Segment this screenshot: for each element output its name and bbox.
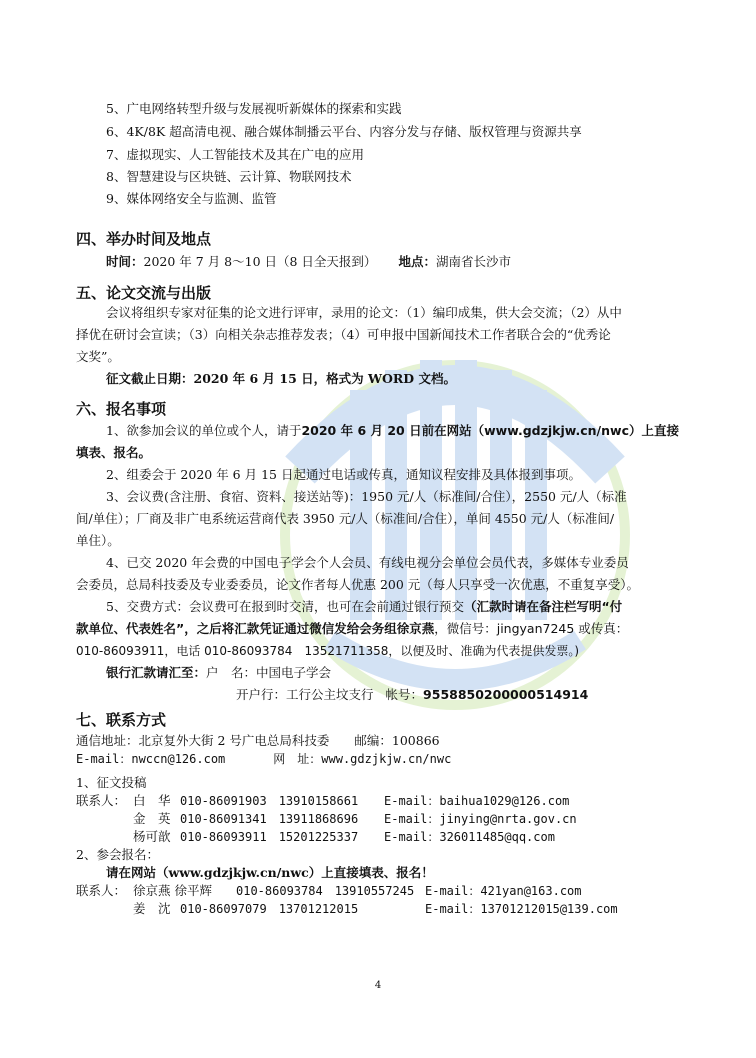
- contact-phone: 010-86093784 13910557245: [236, 884, 415, 898]
- contact-row: 联系人：: [76, 793, 127, 808]
- contact-name: 徐京燕 徐平辉: [133, 883, 212, 898]
- bank-branch-line: 开户行：工行公主坟支行 帐号：9558850200000514914: [236, 687, 589, 702]
- paper-paragraph-line: 文奖”。: [76, 349, 120, 364]
- deadline-notice: 征文截止日期：2020 年 6 月 15 日，格式为 WORD 文档。: [106, 371, 457, 386]
- registration-subheading: 2、参会报名：: [76, 847, 159, 862]
- topic-item: 9、媒体网络安全与监测、监管: [106, 191, 277, 206]
- contact-email: E-mail：jinying@nrta.gov.cn: [384, 812, 577, 826]
- page-number: 4: [374, 980, 382, 991]
- topic-item: 7、虚拟现实、人工智能技术及其在广电的应用: [106, 147, 364, 162]
- topic-item: 6、4K/8K 超高清电视、融合媒体制播云平台、内容分发与存储、版权管理与资源共享: [106, 124, 582, 139]
- contact-phone: 010-86091341 13911868696: [180, 812, 359, 826]
- section7-heading: 七、联系方式: [76, 711, 167, 729]
- paper-paragraph-line: 择优在研讨会宣读；（3）向相关杂志推荐发表；（4）可申报中国新闻技术工作者联合会的“优秀论: [76, 327, 611, 342]
- section4-heading: 四、举办时间及地点: [76, 230, 212, 248]
- contact-phone: 010-86091903 13910158661: [180, 794, 359, 808]
- bank-branch: 工行公主坟支行: [286, 687, 374, 702]
- contact-name: 金 英: [133, 811, 171, 826]
- reg-item-3-cont: 单住）。: [76, 533, 120, 548]
- reg-item-4-cont: 会委员，总局科技委及专业委委员，论文作者每人优惠 200 元（每人只享受一次优惠，不重复享受）。: [76, 577, 640, 592]
- contact-name: 杨可歆: [133, 829, 171, 844]
- contact-phone: 010-86093911 15201225337: [180, 830, 359, 844]
- time-label: 时间：: [106, 254, 144, 269]
- topic-item: 5、广电网络转型升级与发展视听新媒体的探索和实践: [106, 101, 402, 116]
- topic-item: 8、智慧建设与区块链、云计算、物联网技术: [106, 169, 352, 184]
- reg-item-4: 4、已交 2020 年会费的中国电子学会个人会员、有线电视分会单位会员代表，多媒体专业委员: [106, 555, 629, 570]
- reg-item-3-cont: 间/单住）；厂商及非广电系统运营商代表 3950 元/人（标准间/合住），单间 4550 元/人（标准间/: [76, 511, 615, 526]
- contact-email: E-mail：421yan@163.com: [425, 884, 582, 898]
- reg-item-5-cont: 款单位、代表姓名”，之后将汇款凭证通过微信发给会务组徐京燕，微信号：jingyan7245 或传真：: [76, 621, 629, 636]
- time-value: 2020 年 7 月 8～10 日（8 日全天报到）: [143, 254, 377, 269]
- contact-name: 白 华: [133, 793, 171, 808]
- place-value: 湖南省长沙市: [435, 254, 511, 269]
- paper-paragraph-line: 会议将组织专家对征集的论文进行评审，录用的论文：（1）编印成集，供大会交流；（2）从中: [106, 305, 622, 320]
- bank-name-line: 银行汇款请汇至：户 名：中国电子学会: [106, 665, 332, 680]
- section5-heading: 五、论文交流与出版: [76, 284, 212, 302]
- reg-item-5-contact: 010-86093911，电话 010-86093784 13521711358，以便及时、准确为代表提供发票。): [76, 644, 580, 658]
- contact-name: 姜 沈: [133, 901, 171, 916]
- mailing-address: 通信地址：北京复外大街 2 号广电总局科技委 邮编：100866: [76, 733, 440, 748]
- registration-note: 请在网站（www.gdzjkjw.cn/nwc）上直接填表、报名！: [106, 865, 434, 880]
- reg-item-1: 1、欲参加会议的单位或个人，请于2020 年 6 月 20 日前在网站（www.gdzjkjw.cn/nwc）上直接: [106, 423, 679, 438]
- contact-email: E-mail：326011485@qq.com: [384, 830, 555, 844]
- reg-item-5: 5、交费方式：会议费可在报到时交清，也可在会前通过银行预交（汇款时请在备注栏写明“付: [106, 599, 623, 614]
- reg-item-1-cont: 填表、报名。: [76, 445, 152, 460]
- time-place-line: [106, 254, 511, 270]
- contact-email-website: E-mail：nwccn@126.com 网 址：www.gdzjkjw.cn/nwc: [76, 752, 452, 766]
- section6-heading: 六、报名事项: [76, 400, 167, 418]
- place-label: 地点：: [398, 254, 436, 269]
- contact-phone: 010-86097079 13701212015: [180, 902, 359, 916]
- contact-row: 联系人：: [76, 883, 127, 898]
- submission-subheading: 1、征文投稿: [76, 775, 147, 790]
- reg-item-2: 2、组委会于 2020 年 6 月 15 日起通过电话或传真，通知议程安排及具体报到事项。: [106, 467, 581, 482]
- contact-email: E-mail：13701212015@139.com: [425, 902, 618, 916]
- contact-email: E-mail：baihua1029@126.com: [384, 794, 570, 808]
- bank-account-number: 9558850200000514914: [423, 687, 589, 702]
- reg-deadline-highlight: 2020 年 6 月 20 日前在网站（www.gdzjkjw.cn/nwc）上直接: [301, 423, 679, 438]
- reg-item-3: 3、会议费(含注册、食宿、资料、接送站等)：1950 元/人（标准间/合住），2550 元/人（标准: [106, 489, 627, 504]
- bank-label: 银行汇款请汇至：: [106, 665, 207, 680]
- bank-account-name: 中国电子学会: [256, 665, 332, 680]
